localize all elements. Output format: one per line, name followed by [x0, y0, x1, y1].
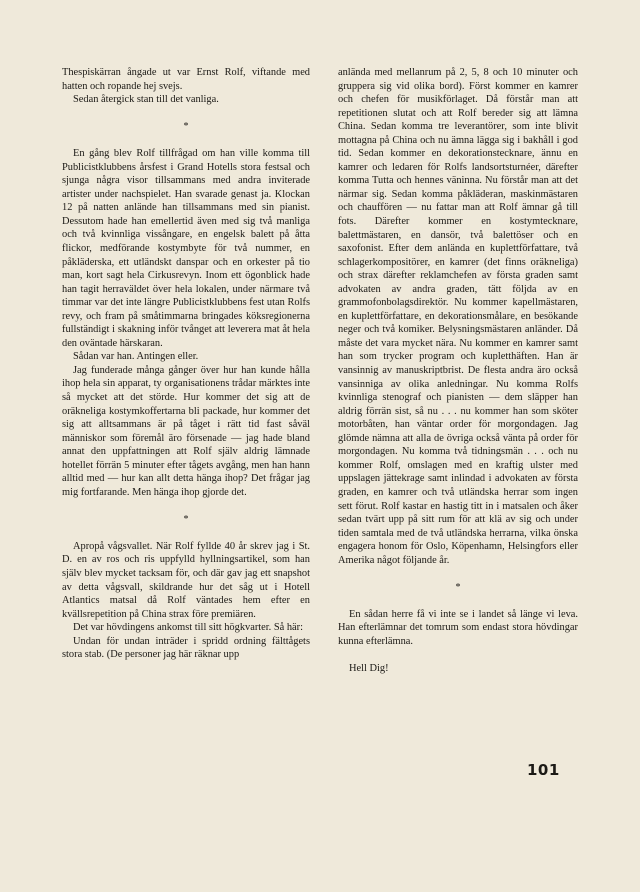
closing-line: Hell Dig!: [349, 662, 389, 674]
paragraph: anlända med mellanrum på 2, 5, 8 och 10 minuter och gruppera sig vid olika bord). Först kommer en kamrer och chefen för musikförlaget. Då förstår man att repetitionen slutat och att Rolf bereder sig att lämna China. Sedan komma tre leverantörer, som inte blivit mottagna på China och nu ämna lägga sig i bakhåll i god tid. Sedan kommer en dekorationstecknare, ännu en kamrer och ledaren för Rolfs landsortsturnéer, därefter komma Tutta och hennes väninna. Nu förstår man att det närmar sig. Sedan komma påkläderan, maskinmästaren och chauffören — nu fattar man att Rolf ämnar gå till fots. Därefter kommer en kostymtecknare, balettmästaren, en dansör, två balettöser och en saxofonist. Efter dem anlända en kuplettförfattare, två schlagerkompositörer, en kamrer (det finns oräkneliga) och strax därefter reklamchefen av första graden samt advokaten av andra graden, tätt följda av en grammofonbolagsdirektör. Nu kommer kapellmästaren, en kuplettförfattare, en dekorationsmålare, en besökande neger och två komiker. Belysningsmästaren anländer. Då måste det vara mycket nära. Nu kommer en kamrer samt han som trycker program och kupletthäften. Han är vansinnig av manuskriptbrist. De flesta andra äro också vansinniga av olika anledningar. Nu komma Rolfs kvinnliga stenograf och pianisten — dem släpper han aldrig förrän sist, så nu . . . nu kommer han som sköter motorbåten, han väntar order för morgondagen. Jag glömde nämna att alla de övriga också vänta på order för morgondagen. Nu komma två tidningsmän . . . och nu kommer Rolf, omslagen med en kraftig ulster med uppslagen jättekrage samt inlindad i advokaten av första graden, en kamrer och två utländska herrar som ingen sett förut. Rolf kastar en hastig titt in i matsalen och åker sedan tvärt upp på sitt rum för att klä av sig och under tiden samtala med de två utländska herrarna, vilka önska engagera honom för Oslo, Köpenhamn, Helsingfors eller Amerika något följande år.: [338, 67, 578, 566]
paragraph: Thespiskärran ångade ut var Ernst Rolf, viftande med hatten och ropande hej svejs.: [62, 67, 310, 92]
page-number: 101: [527, 761, 560, 779]
left-column: [62, 66, 310, 662]
paragraph: Undan för undan inträder i spridd ordning fälttågets stora stab. (De personer jag här räknar upp: [62, 635, 310, 661]
section-separator: *: [183, 513, 189, 525]
paragraph: En gång blev Rolf tillfrågad om han ville komma till Publicistklubbens årsfest i Grand Hotells stora festsal och sjunga några visor tillsammans med andra inviterade artister under nachspielet. Han svarade genast ja. Klockan 12 på natten anlände han tillsammans med sin pianist. Dessutom hade han emellertid även med sig två manliga och två kvinnliga vissångare, en engelsk balett på åtta flickor, medförande kostymbyte för två nummer, en påkläderska, ett utländskt danspar och en orkester på tio man, kort sagt hela Cirkusrevyn. Inom ett ögonblick hade han tagit herraväldet över hela lokalen, under närmare två timmar var det inte längre Publicistklubbens fest utan Rolfs revy, och fram på småtimmarna bringades köksregionerna fullständigt i skakning inför tvånget att leverera mat åt hela den oväntade härskaran.: [62, 148, 310, 349]
paragraph: Sedan återgick stan till det vanliga.: [73, 94, 219, 106]
section-separator: *: [183, 121, 189, 133]
paragraph: Det var hövdingens ankomst till sitt högkvarter. Så här:: [73, 622, 303, 634]
right-column: [338, 66, 578, 675]
paragraph: En sådan herre få vi inte se i landet så länge vi leva. Han efterlämnar det tomrum som endast stora hövdingar kunna efterlämna.: [338, 608, 578, 647]
paragraph: Apropå vågsvallet. När Rolf fyllde 40 år skrev jag i St. D. en av ros och ris uppfylld hyllningsartikel, som han själv blev mycket tacksam för, och där gav jag ett snapshot av detta vågsvall, skildrande hur det såg ut i Hotell Atlantics matsal då Rolf väntades hem efter en kvällsrepetition på China strax före premiären.: [62, 540, 310, 620]
paragraph: Sådan var han. Antingen eller.: [73, 351, 199, 363]
section-separator: *: [455, 581, 461, 593]
paragraph: Jag funderade många gånger över hur han kunde hålla ihop hela sin apparat, ty organisationens trådar märktes inte så mycket att det störde. Hur kommer det sig att de oräkneliga kostymkoffertarna bli packade, hur kommer det sig att alltsammans är på tåget i rätt tid fast såväl människor som föremål äro försenade — jag hade bland annat den uppfattningen att Rolf själv aldrig lämnade hotellet förrän 5 minuter efter tågets avgång, men han hann alltid med — hur kan allt detta hänga ihop? Det frågar jag mig fortfarande. Men hänga ihop gjorde det.: [62, 364, 310, 498]
